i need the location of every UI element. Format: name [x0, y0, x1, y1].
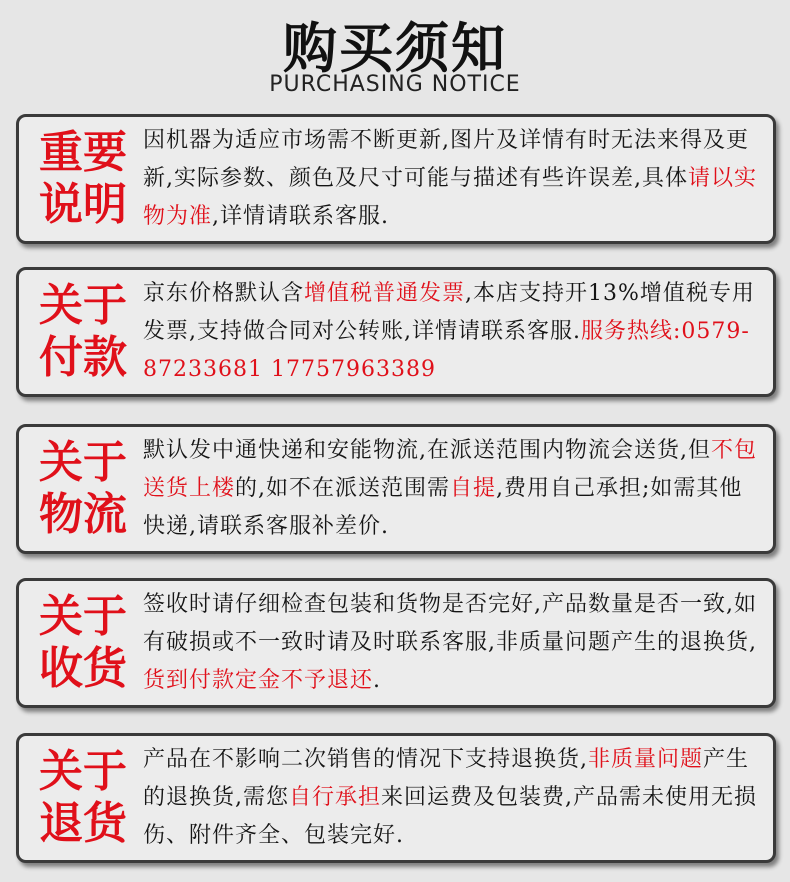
card-label-line1: 关于 [39, 437, 127, 488]
card-highlight: 非质量问题 [588, 747, 704, 772]
card-highlight: 增值税普通发票 [304, 281, 466, 306]
notice-card-important [16, 114, 776, 244]
card-text-segment: 签收时请仔细检查包装和货物是否完好,产品数量是否一致,如有破损或不一致时请及时联系客服,非质量问题产生的退换货, [143, 592, 757, 655]
card-label-line2: 说明 [39, 179, 127, 230]
card-text-segment: 的,如不在派送范围需 [235, 476, 451, 501]
card-text-segment: 产生的退换货,需您 [143, 747, 750, 810]
card-label [27, 270, 139, 394]
card-label-line1: 重要 [39, 127, 127, 178]
card-text [143, 581, 763, 705]
card-label-line2: 收货 [39, 643, 127, 694]
notice-card-payment [16, 267, 776, 397]
card-label-line1: 关于 [39, 746, 127, 797]
card-label-line2: 付款 [39, 332, 127, 383]
card-text-segment: 默认发中通快递和安能物流,在派送范围内物流会送货,但 [143, 438, 711, 463]
card-text-segment: 京东价格默认含 [143, 281, 305, 306]
card-label-line1: 关于 [39, 591, 127, 642]
card-highlight: 货到付款定金不予退还 [143, 668, 374, 693]
card-highlight: 自行承担 [289, 785, 382, 810]
card-text-segment: 产品在不影响二次销售的情况下支持退换货, [143, 747, 588, 772]
card-text-segment: . [373, 668, 382, 693]
card-text [143, 427, 763, 551]
card-text-segment: 因机器为适应市场需不断更新,图片及详情有时无法来得及更新,实际参数、颜色及尺寸可能与描述有些许误差,具体 [143, 128, 749, 191]
card-text [143, 117, 763, 241]
page-title: 购买须知 [283, 17, 507, 80]
card-text-segment: ,费用自己承担;如需其他快递,请联系客服补差价. [143, 476, 743, 539]
card-label [27, 581, 139, 705]
card-label [27, 427, 139, 551]
card-label-line1: 关于 [39, 280, 127, 331]
card-text-segment: ,详情请联系客服. [212, 204, 390, 229]
card-highlight: 不包送货上楼 [143, 438, 758, 501]
notice-card-logistics [16, 424, 776, 554]
card-highlight: 自提 [450, 476, 497, 501]
card-label [27, 117, 139, 241]
card-label-line2: 物流 [39, 489, 127, 540]
notice-card-returns [16, 733, 776, 863]
card-text-segment: 来回运费及包装费,产品需未使用无损伤、附件齐全、包装完好. [143, 785, 758, 848]
notice-card-receiving [16, 578, 776, 708]
service-hotline: 服务热线:0579-87233681 17757963389 [143, 319, 750, 382]
card-text [143, 736, 763, 860]
card-highlight: 请以实物为准 [143, 166, 758, 229]
card-text [143, 270, 763, 394]
card-text-segment: ,本店支持开13%增值税专用发票,支持做合同对公转账,详情请联系客服. [143, 281, 755, 344]
card-label-line2: 退货 [39, 798, 127, 849]
card-label [27, 736, 139, 860]
page-subtitle: PURCHASING NOTICE [269, 72, 521, 97]
header [0, 0, 790, 104]
